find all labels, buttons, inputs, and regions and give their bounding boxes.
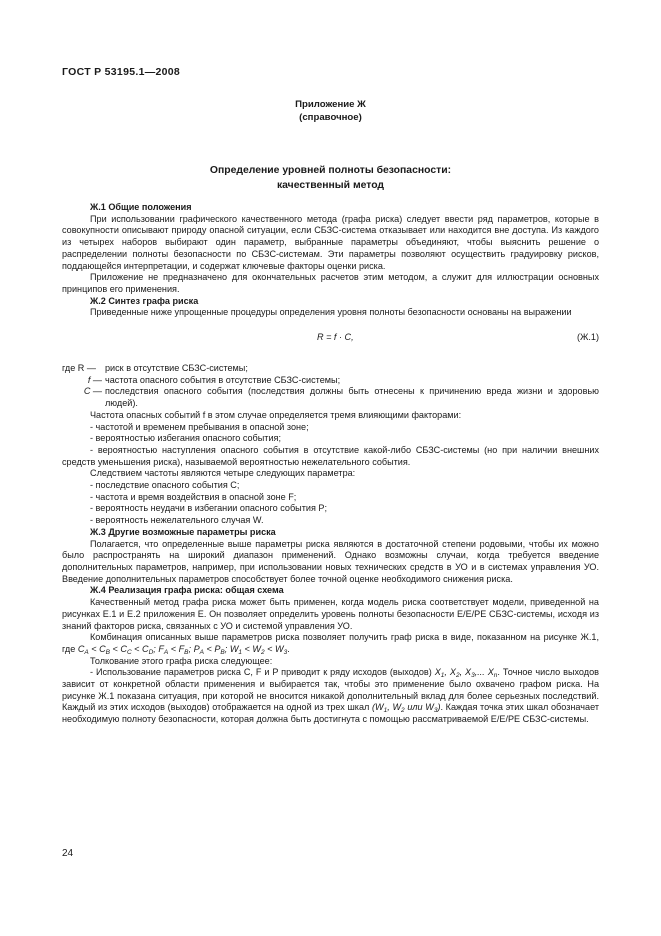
paragraph-lead: - Использование параметров риска C, F и P приводит к ряду исходов (выходов) [90,667,432,678]
paragraph-lead: Комбинация описанных выше параметров риска позволяет получить граф риска в виде, показанном на рисунке Ж.1, где [62,632,599,654]
paragraph-rest: Точное число выходов зависит от конкретной области применения и выбирается так, чтобы это применение было охвачено графом риска. На рисунке Ж.1 показана ситуация, при которой не вносится никакой дополнительный вклад для более серьезных последствий. Каждый из этих исходов (выходов) отображается на одной из трех шкал [62,667,599,713]
paragraph: - Использование параметров риска C, F и P приводит к ряду исходов (выходов) $X_1$, $X_2$, $X_3$,... $X_n$. Точное число выходов зависит от конкретной области применения и выбирается так, чтобы это применение было охвачено графом риска. На рисунке Ж.1 показана ситуация, при которой не вносится никакой дополнительный вклад для более серьезных последствий. Каждый из этих исходов (выходов) отображается на одной из трех шкал ($W_1$, $W_2$ или $W_3$). Каждая точка этих шкал обозначает необходимую полноту безопасности, которая должна быть достигнута с помощью рассматриваемой Е/Е/РЕ СБЗС-системы. [62,667,599,725]
paragraph: Частота опасных событий f в этом случае определяется тремя влияющими факторами: [90,409,462,420]
appendix-type: (справочное) [299,112,362,123]
list-item: - вероятностью избегания опасного события; [90,433,281,444]
list-item: - частота и время воздействия в опасной зоне F; [90,491,297,502]
section-heading: Ж.2 Синтез графа риска [90,295,199,306]
section-heading: Ж.1 Общие положения [90,202,192,212]
paragraph: Следствием частоты являются четыре следующих параметра: [90,468,356,479]
definition-term: f — [87,374,102,385]
definition-term: где R — [62,363,96,374]
definition-item [62,375,599,387]
scales-list: ($W_1$, $W_2$ или $W_3$) [372,702,441,715]
paragraph: Приложение не предназначено для окончательных расчетов этим методом, а служит для иллюстрации основных принципов его применения. [62,272,599,294]
paragraph-end: Каждая точка этих шкал обозначает необходимую полноту безопасности, которая должна быть достигнута с помощью рассматриваемой Е/Е/РЕ СБЗС-системы. [62,702,599,725]
list-item: - вероятность неудачи в избегании опасного события P; [90,503,327,514]
title-line-2: качественный метод [276,180,385,191]
appendix-heading [0,98,661,124]
paragraph: Толкование этого графа риска следующее: [90,655,273,666]
formula: R = f · C, [317,332,354,343]
standard-code: ГОСТ Р 53195.1—2008 [62,66,181,78]
definition-list [62,363,599,410]
list-item: - вероятностью наступления опасного события в отсутствие какой-либо СБЗС-системы (но при наличии внешних средств уменьшения риска), называемой вероятностью нежелательного события. [62,444,599,467]
paragraph: Комбинация описанных выше параметров риска позволяет получить граф риска в виде, показанном на рисунке Ж.1, где $C_A < C_B < C_C < C_D$; $F_A < F_B$; $P_A < P_B$; $W_1 < W_2 < W_3$. [62,632,599,656]
paragraph: Полагается, что определенные выше параметры риска являются в достаточной степени родовыми, чтобы их можно было распространять на широкий диапазон применений. Однако возможны случаи, когда требуется введение дополнительных параметров, например, при использовании новых технических средств в УО и в системах управления УО. Введение дополнительных параметров способствует более точной оценке необходимого снижения риска. [62,538,599,584]
appendix-label: Приложение Ж [295,99,366,110]
page-number: 24 [62,848,74,859]
definition-text: частота опасного события в отсутствие СБЗС-системы; [105,374,341,385]
paragraph: Качественный метод графа риска может быть применен, когда модель риска соответствует модели, приведенной на рисунках Е.1 и Е.2 приложения Е. Он позволяет определить уровень полноты безопасности Е/Е/РЕ СБЗС-системы, исходя из знаний факторов риска, связанных с УО и системой управления УО. [62,597,599,631]
section-heading: Ж.3 Другие возможные параметры риска [90,526,276,537]
inequality: $C_A < C_B < C_C < C_D$; $F_A < F_B$; $P_A < P_B$; $W_1 < W_2 < W_3$ [77,643,288,656]
definition-term: C — [83,386,102,397]
definition-item [62,363,599,375]
paragraph: При использовании графического качественного метода (графа риска) следует ввести ряд параметров, которые в совокупности описывают природу опасной ситуации, если СБЗС-система отказывает или находится вне доступа. Из каждого из четырех наборов выбирают один параметр, выбранные параметры объединяют, чтобы выяснить решение о распределении полноты безопасности по СБЗС-системам. Эти параметры позволяют осуществить градуировку рисков, поддающейся интерпретации, и содержат ключевые факторы оценки риска. [62,213,599,271]
title-line-1: Определение уровней полноты безопасности: [209,165,452,176]
formula-block [62,319,599,357]
section-heading: Ж.4 Реализация графа риска: общая схема [90,585,284,596]
definition-text: последствия опасного события (последствия должны быть отнесены к причинению вреда жизни и здоровью людей). [105,386,599,409]
list-item: - вероятность нежелательного случая W. [90,515,264,526]
list-item: - частотой и временем пребывания в опасной зоне; [90,421,309,432]
formula-number: (Ж.1) [576,332,599,343]
definition-item [62,386,599,409]
outcomes-list: $X_1$, $X_2$, $X_3$,... $X_n$ [434,667,498,680]
paragraph: Приведенные ниже упрощенные процедуры определения уровня полноты безопасности основаны на выражении [90,307,572,318]
document-body [62,202,599,726]
list-item: - последствие опасного события C; [90,480,240,491]
appendix-title [0,163,661,193]
definition-text: риск в отсутствие СБЗС-системы; [105,363,248,374]
